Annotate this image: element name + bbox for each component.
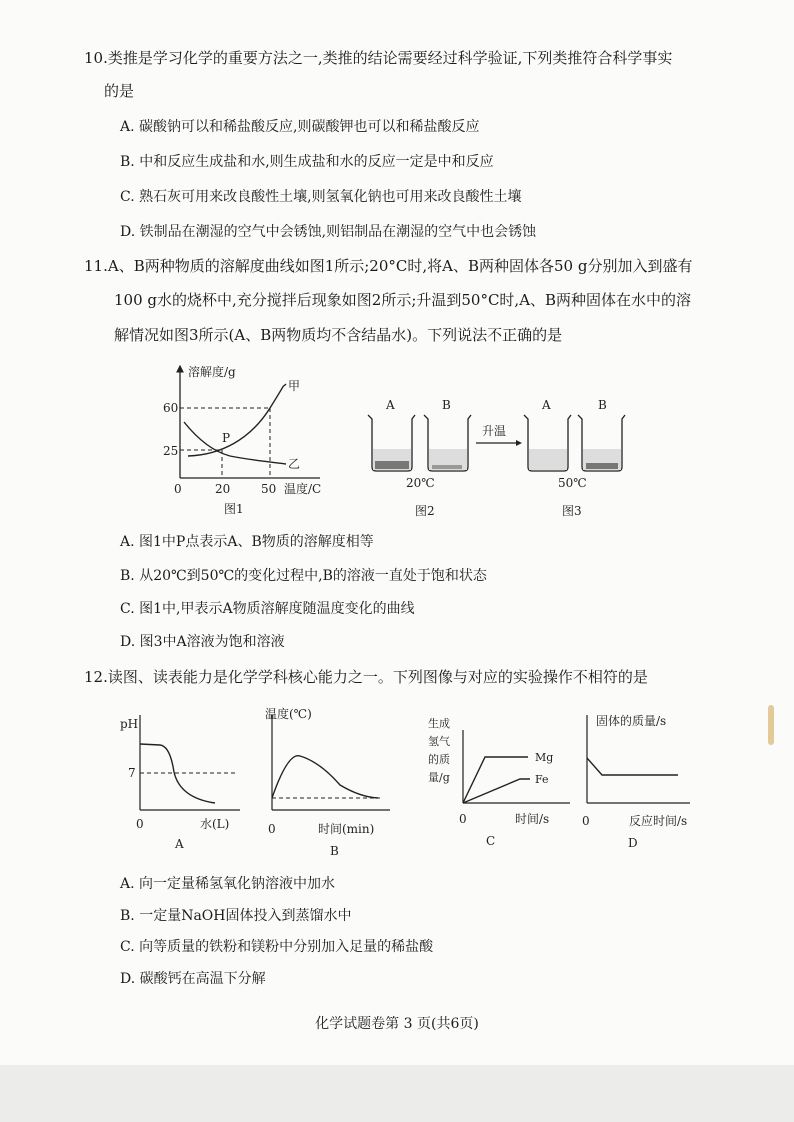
graph-c-origin: 0 — [459, 812, 467, 826]
graph-c-ylabel-2: 氢气 — [428, 735, 450, 748]
fig1-curve-jia — [188, 384, 286, 456]
q10-stem-line2: 的是 — [104, 82, 135, 100]
fig1-xlabel: 温度/C — [284, 482, 322, 496]
fig2-label-b: B — [442, 398, 451, 412]
fig2-beaker-b — [424, 415, 471, 471]
graph-d-ylabel: 固体的质量/s — [596, 714, 667, 728]
fig1-xtick-0: 0 — [174, 482, 182, 496]
q10-option-a: A. 碳酸钠可以和稀盐酸反应,则碳酸钾也可以和稀盐酸反应 — [120, 119, 480, 135]
graph-b-curve — [272, 756, 378, 798]
graph-d-xlabel: 反应时间/s — [629, 814, 688, 828]
q11-option-a: A. 图1中P点表示A、B物质的溶解度相等 — [120, 534, 374, 550]
graph-b-origin: 0 — [268, 822, 276, 836]
fig2-label-a: A — [386, 398, 395, 412]
q11-option-c: C. 图1中,甲表示A物质溶解度随温度变化的曲线 — [120, 601, 415, 617]
heat-arrow-head — [516, 440, 522, 446]
fig3-label-a: A — [542, 398, 551, 412]
fig1-caption: 图1 — [224, 502, 244, 516]
q12-stem: 12.读图、读表能力是化学学科核心能力之一。下列图像与对应的实验操作不相符的是 — [84, 668, 648, 686]
fig2-temp: 20℃ — [406, 476, 435, 490]
q10-stem-line1: 10.类推是学习化学的重要方法之一,类推的结论需要经过科学验证,下列类推符合科学事实 — [84, 49, 673, 67]
q10-option-b: B. 中和反应生成盐和水,则生成盐和水的反应一定是中和反应 — [120, 154, 494, 170]
q11-stem-line1: 11.A、B两种物质的溶解度曲线如图1所示;20°C时,将A、B两种固体各50 g分别加入到盛有 — [84, 257, 693, 275]
fig3-beaker-a — [524, 415, 571, 471]
fig3-label-b: B — [598, 398, 607, 412]
scan-edge-mark — [768, 705, 774, 745]
fig3-temp: 50℃ — [558, 476, 587, 490]
fig1-label-jia: 甲 — [288, 379, 301, 393]
q12-option-b: B. 一定量NaOH固体投入到蒸馏水中 — [120, 908, 352, 924]
q12-graphs — [110, 700, 710, 860]
heat-arrow-label: 升温 — [482, 424, 507, 438]
graph-a-xlabel: 水(L) — [200, 817, 230, 831]
fig1-label-yi: 乙 — [288, 457, 301, 471]
scan-bottom-margin — [0, 1065, 794, 1122]
fig2-beaker-a — [368, 415, 415, 471]
q11-option-d: D. 图3中A溶液为饱和溶液 — [120, 634, 285, 650]
graph-d — [582, 713, 690, 850]
q10-option-c: C. 熟石灰可用来改良酸性土壤,则氢氧化钠也可用来改良酸性土壤 — [120, 189, 522, 205]
fig1-xtick-20: 20 — [215, 482, 231, 496]
page-footer: 化学试题卷第 3 页(共6页) — [315, 1016, 479, 1032]
fig1-point-p: P — [222, 431, 231, 445]
q12-option-c: C. 向等质量的铁粉和镁粉中分别加入足量的稀盐酸 — [120, 939, 434, 955]
graph-d-origin: 0 — [582, 814, 590, 828]
q10-option-d: D. 铁制品在潮湿的空气中会锈蚀,则铝制品在潮湿的空气中也会锈蚀 — [120, 224, 537, 240]
graph-a — [120, 715, 240, 851]
q12-option-a: A. 向一定量稀氢氧化钠溶液中加水 — [120, 876, 336, 892]
graph-c-ylabel-3: 的质 — [428, 753, 450, 766]
fig1-ytick-25: 25 — [163, 444, 179, 458]
q11-stem-line2: 100 g水的烧杯中,充分搅拌后现象如图2所示;升温到50°C时,A、B两种固体在水中的溶 — [114, 291, 692, 309]
q11-stem-line3: 解情况如图3所示(A、B两物质均不含结晶水)。下列说法不正确的是 — [114, 326, 563, 344]
graph-a-caption: A — [175, 837, 184, 851]
graph-b — [265, 706, 390, 858]
graph-c — [428, 716, 570, 848]
fig1-xtick-50: 50 — [261, 482, 277, 496]
fig2-caption: 图2 — [415, 504, 435, 518]
fig1-ylabel: 溶解度/g — [188, 365, 236, 379]
graph-a-ytick-7: 7 — [128, 766, 136, 780]
fig3-beaker-b — [578, 415, 625, 471]
graph-c-ylabel-4: 量/g — [428, 771, 450, 784]
fig3-caption: 图3 — [562, 504, 582, 518]
graph-c-label-fe: Fe — [535, 773, 549, 786]
graph-b-caption: B — [330, 844, 339, 858]
graph-a-origin: 0 — [136, 817, 144, 831]
q11-fig1-solubility-chart — [160, 360, 340, 520]
q12-option-d: D. 碳酸钙在高温下分解 — [120, 971, 266, 987]
graph-d-curve — [587, 758, 678, 775]
graph-c-xlabel: 时间/s — [515, 812, 550, 826]
fig1-ytick-60: 60 — [163, 401, 179, 415]
graph-b-xlabel: 时间(min) — [318, 822, 375, 836]
graph-c-label-mg: Mg — [535, 751, 554, 764]
q11-option-b: B. 从20℃到50℃的变化过程中,B的溶液一直处于饱和状态 — [120, 568, 487, 584]
graph-b-ylabel: 温度(℃) — [265, 707, 312, 721]
graph-d-caption: D — [628, 836, 638, 850]
graph-c-caption: C — [486, 834, 496, 848]
q11-fig2-fig3-beakers — [360, 395, 630, 520]
graph-a-ylabel: pH — [120, 717, 139, 731]
graph-c-ylabel-1: 生成 — [428, 717, 450, 730]
